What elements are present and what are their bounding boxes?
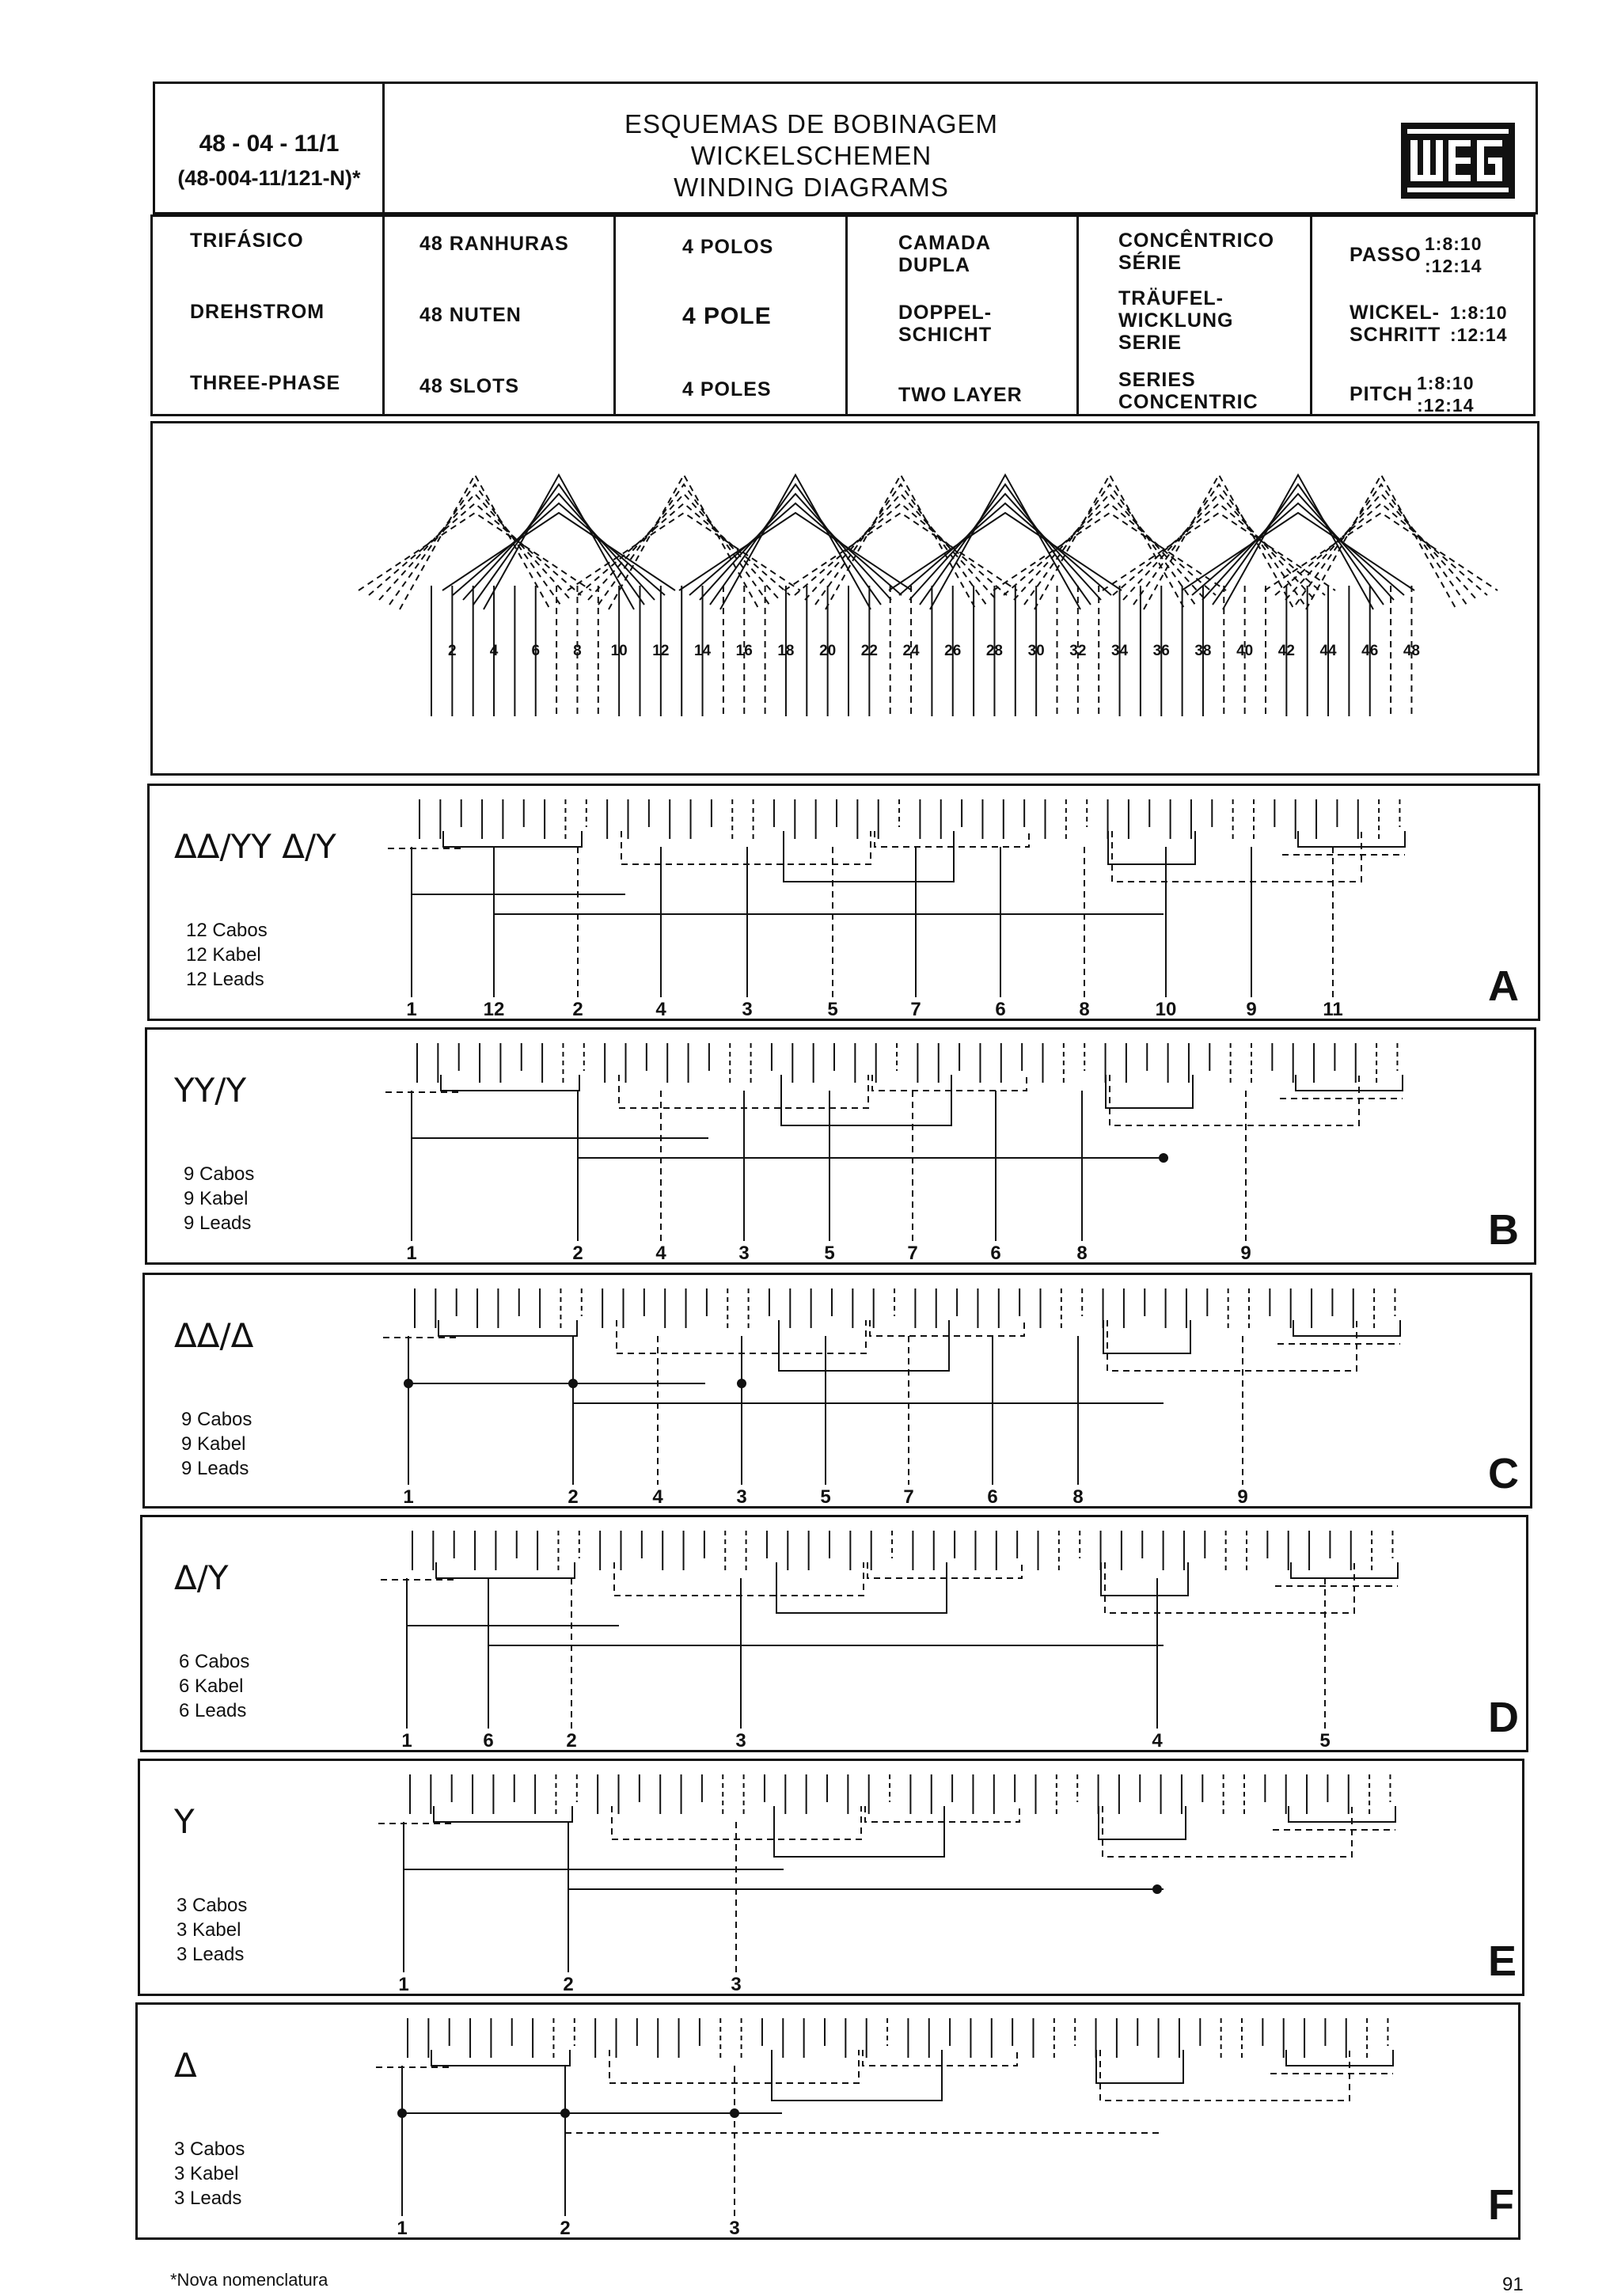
lead-number: 6	[483, 1730, 494, 1751]
coil-bracket	[1286, 2050, 1393, 2066]
slot-number: 22	[860, 643, 878, 659]
cable-count: 3 Leads	[177, 1944, 245, 1965]
spec-type-en: SERIES CONCENTRIC	[1118, 369, 1258, 413]
spec-phase-en: THREE-PHASE	[190, 372, 341, 394]
cable-count: 9 Kabel	[184, 1188, 249, 1209]
lead-number: 3	[736, 1486, 747, 1508]
title-de: WICKELSCHEMEN	[690, 141, 932, 170]
spec-slots-de: 48 NUTEN	[419, 304, 522, 326]
slot-number: 28	[985, 643, 1003, 659]
slot-number: 4	[489, 643, 499, 659]
connection-symbol: Δ/Υ	[174, 1558, 229, 1597]
slot-number: 8	[573, 643, 582, 659]
spec-poles-de: 4 POLE	[682, 303, 772, 329]
spec-phase-pt: TRIFÁSICO	[190, 230, 304, 252]
coil-bracket	[863, 2050, 1017, 2066]
slot-number: 30	[1027, 643, 1045, 659]
lead-number: 6	[995, 999, 1006, 1020]
lead-number: 1	[397, 2218, 408, 2239]
spec-layer-de: DOPPEL- SCHICHT	[898, 302, 993, 346]
lead-number: 9	[1240, 1243, 1251, 1264]
lead-number: 7	[903, 1486, 914, 1508]
slot-number: 38	[1194, 643, 1212, 659]
cable-count: 12 Cabos	[186, 920, 268, 941]
slot-number: 20	[819, 643, 837, 659]
spec-phase-de: DREHSTROM	[190, 301, 325, 323]
lead-number: 2	[566, 1730, 577, 1751]
lead-number: 6	[990, 1243, 1001, 1264]
lead-number: 9	[1246, 999, 1257, 1020]
slot-number: 2	[448, 643, 457, 659]
slot-number: 10	[610, 643, 628, 659]
slot-number: 26	[944, 643, 962, 659]
lead-number: 10	[1155, 999, 1177, 1020]
spec-layer-en: TWO LAYER	[898, 384, 1023, 406]
cable-count: 6 Leads	[179, 1700, 247, 1721]
cable-count: 3 Cabos	[177, 1895, 248, 1916]
cable-count: 3 Cabos	[174, 2139, 245, 2160]
lead-number: 8	[1076, 1243, 1088, 1264]
lead-number: 3	[731, 1974, 742, 1995]
lead-number: 2	[568, 1486, 579, 1508]
lead-number: 4	[655, 999, 666, 1020]
cable-count: 3 Leads	[174, 2188, 242, 2209]
connection-letter: D	[1488, 1694, 1519, 1741]
title-en: WINDING DIAGRAMS	[674, 173, 949, 202]
slot-number: 46	[1361, 643, 1379, 659]
slot-number: 18	[777, 643, 795, 659]
lead-number: 1	[406, 999, 417, 1020]
junction-dot	[561, 2109, 569, 2117]
lead-number: 2	[572, 1243, 583, 1264]
lead-number: 7	[910, 999, 921, 1020]
cable-count: 6 Cabos	[179, 1651, 250, 1672]
lead-number: 12	[483, 999, 505, 1020]
junction-dot	[398, 2109, 406, 2117]
cable-count: 9 Cabos	[184, 1163, 255, 1185]
connection-letter: F	[1488, 2181, 1514, 2229]
spec-pitch-label-en: PITCH	[1350, 383, 1413, 405]
slot-number: 40	[1236, 643, 1254, 659]
slot-number: 34	[1110, 643, 1129, 659]
spec-pitch-label-de: WICKEL- SCHRITT	[1350, 302, 1441, 346]
diagram-code-alt: (48-004-11/121-N)*	[177, 166, 361, 190]
lead-number: 1	[398, 1974, 409, 1995]
slot-number: 6	[531, 643, 541, 659]
spec-pitch-label-pt: PASSO	[1350, 244, 1422, 266]
lead-number: 3	[735, 1730, 746, 1751]
coil-bracket	[772, 2050, 942, 2101]
spec-poles-pt: 4 POLOS	[682, 236, 774, 258]
spec-layer-pt: CAMADA DUPLA	[898, 232, 992, 276]
lead-number: 2	[560, 2218, 571, 2239]
connection-symbol: ΥΥ/Υ	[174, 1071, 247, 1110]
lead-number: 5	[1319, 1730, 1331, 1751]
spec-pitch-value-en: 1:8:10 :12:14	[1417, 373, 1475, 416]
lead-number: 2	[572, 999, 583, 1020]
lead-number: 1	[403, 1486, 414, 1508]
cable-count: 9 Leads	[184, 1213, 252, 1234]
slot-number: 36	[1152, 643, 1170, 659]
cable-count: 9 Kabel	[181, 1433, 246, 1455]
lead-number: 3	[742, 999, 753, 1020]
lead-number: 5	[820, 1486, 831, 1508]
lead-number: 5	[824, 1243, 835, 1264]
spec-pitch-value-pt: 1:8:10 :12:14	[1425, 233, 1482, 276]
diagram-code: 48 - 04 - 11/1	[199, 131, 340, 157]
spec-poles-en: 4 POLES	[682, 378, 772, 400]
lead-number: 8	[1079, 999, 1090, 1020]
connection-symbol: Υ	[174, 1802, 195, 1841]
coil-bracket	[431, 2050, 570, 2066]
footnote: *Nova nomenclatura	[170, 2270, 328, 2290]
coil-bracket	[1100, 2050, 1350, 2101]
connection-symbol: ΔΔ/Δ	[174, 1316, 254, 1355]
lead-number: 4	[655, 1243, 666, 1264]
page-number: 91	[1502, 2274, 1524, 2295]
connection-letter: E	[1488, 1937, 1517, 1985]
cable-count: 9 Leads	[181, 1458, 249, 1479]
connection-letter: B	[1488, 1206, 1519, 1254]
slot-number: 16	[735, 643, 753, 659]
cable-count: 6 Kabel	[179, 1676, 244, 1697]
connection-letter: C	[1488, 1450, 1519, 1497]
cable-count: 3 Kabel	[174, 2163, 239, 2184]
spec-slots-en: 48 SLOTS	[419, 375, 520, 397]
title-pt: ESQUEMAS DE BOBINAGEM	[624, 109, 999, 139]
cable-count: 3 Kabel	[177, 1919, 241, 1941]
spec-type-pt: CONCÊNTRICO SÉRIE	[1118, 230, 1275, 274]
connection-letter: A	[1488, 962, 1519, 1010]
slot-number: 12	[652, 643, 670, 659]
lead-number: 4	[1152, 1730, 1163, 1751]
lead-number: 7	[907, 1243, 918, 1264]
cable-count: 12 Leads	[186, 969, 264, 990]
lead-number: 4	[652, 1486, 663, 1508]
connection-symbol: Δ	[174, 2046, 197, 2085]
connection-symbol: ΔΔ/ΥΥ Δ/Υ	[174, 827, 336, 866]
lead-number: 3	[729, 2218, 740, 2239]
lead-number: 3	[738, 1243, 750, 1264]
slot-number: 14	[693, 643, 712, 659]
spec-type-de: TRÄUFEL- WICKLUNG SERIE	[1118, 287, 1234, 354]
slot-number: 32	[1069, 643, 1087, 659]
spec-slots-pt: 48 RANHURAS	[419, 233, 569, 255]
slot-number: 48	[1403, 643, 1420, 659]
lead-number: 5	[827, 999, 838, 1020]
lead-number: 9	[1237, 1486, 1248, 1508]
lead-number: 11	[1323, 999, 1343, 1020]
slot-number: 42	[1277, 643, 1295, 659]
cable-count: 9 Cabos	[181, 1409, 252, 1430]
lead-number: 6	[987, 1486, 998, 1508]
spec-pitch-value-de: 1:8:10 :12:14	[1450, 302, 1508, 345]
junction-dot	[731, 2109, 738, 2117]
lead-number: 1	[401, 1730, 412, 1751]
slot-number: 24	[902, 643, 920, 659]
lead-number: 2	[563, 1974, 574, 1995]
lead-number: 1	[406, 1243, 417, 1264]
cable-count: 12 Kabel	[186, 944, 261, 966]
slot-number: 44	[1319, 643, 1337, 659]
lead-number: 8	[1072, 1486, 1084, 1508]
coil-bracket	[1096, 2050, 1183, 2083]
